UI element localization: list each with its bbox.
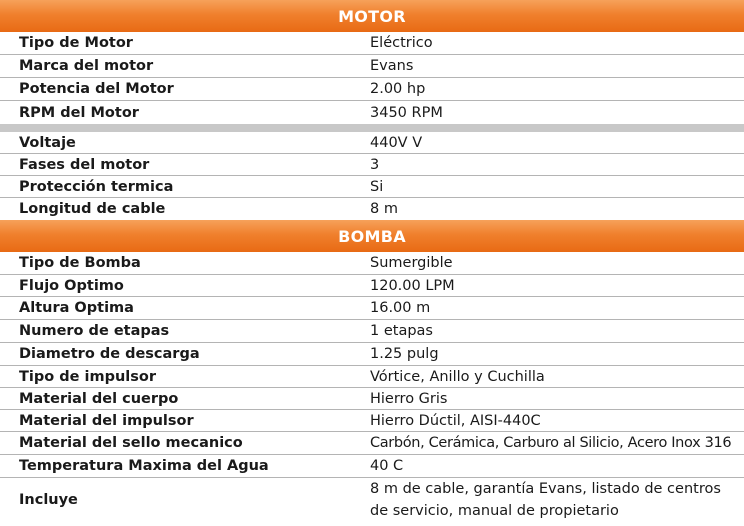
section-title: BOMBA — [338, 226, 406, 246]
spec-value: 8 m de cable, garantía Evans, listado de centros de servicio, manual de propietario — [370, 481, 721, 519]
spec-row — [0, 176, 744, 198]
spec-label: Longitud de cable — [19, 201, 166, 217]
motor-group-2 — [0, 132, 744, 220]
spec-label: Numero de etapas — [19, 323, 170, 339]
spec-label: Material del cuerpo — [19, 390, 179, 407]
spec-label: Protección termica — [19, 178, 174, 195]
section-header-motor — [0, 0, 744, 32]
spec-value: Si — [370, 178, 384, 195]
spec-row — [0, 78, 744, 101]
spec-row — [0, 432, 744, 455]
spec-row — [0, 455, 744, 478]
spec-row — [0, 198, 744, 220]
spec-label: Voltaje — [19, 134, 76, 151]
spec-value: 3450 RPM — [370, 104, 443, 121]
spec-value: 2.00 hp — [370, 81, 426, 97]
spec-value: 440V V — [370, 134, 423, 151]
spec-row — [0, 252, 744, 275]
spec-row — [0, 388, 744, 410]
spec-row — [0, 275, 744, 297]
motor-group-1 — [0, 32, 744, 124]
spec-label: Material del sello mecanico — [19, 435, 243, 451]
spec-value: 3 — [370, 156, 380, 173]
spec-label: Fases del motor — [19, 156, 150, 173]
spec-label: Potencia del Motor — [19, 81, 174, 97]
spec-value: 1.25 pulg — [370, 346, 439, 362]
spec-row — [0, 101, 744, 124]
spec-row — [0, 154, 744, 176]
spec-label: Diametro de descarga — [19, 346, 200, 362]
spec-label: Tipo de Bomba — [19, 255, 141, 271]
spec-row — [0, 55, 744, 78]
spec-value: 40 C — [370, 458, 404, 474]
spec-label: Tipo de Motor — [19, 35, 133, 51]
spec-label: Incluye — [19, 492, 78, 508]
spec-value: 120.00 LPM — [370, 277, 455, 294]
group-separator — [0, 124, 744, 132]
spec-row — [0, 132, 744, 154]
spec-value: Eléctrico — [370, 35, 433, 51]
spec-value: Carbón, Cerámica, Carburo al Silicio, Acero Inox 316 — [370, 435, 732, 451]
section-header-bomba — [0, 220, 744, 252]
spec-row — [0, 410, 744, 432]
spec-label: Marca del motor — [19, 58, 154, 74]
spec-label: Altura Optima — [19, 300, 134, 316]
spec-label: Tipo de impulsor — [19, 368, 157, 385]
spec-value: Hierro Gris — [370, 390, 448, 407]
spec-value: Evans — [370, 58, 414, 74]
spec-row — [0, 366, 744, 388]
bomba-group — [0, 252, 744, 522]
spec-row — [0, 320, 744, 343]
spec-row — [0, 32, 744, 55]
spec-value: Sumergible — [370, 255, 453, 271]
spec-value: 1 etapas — [370, 323, 433, 339]
spec-value: 16.00 m — [370, 300, 431, 316]
spec-row — [0, 478, 744, 522]
spec-row — [0, 297, 744, 320]
spec-label: Flujo Optimo — [19, 277, 124, 294]
spec-row — [0, 343, 744, 366]
spec-label: Temperatura Maxima del Agua — [19, 458, 269, 474]
section-title: MOTOR — [338, 6, 406, 26]
spec-value: Vórtice, Anillo y Cuchilla — [370, 368, 545, 385]
spec-value: Hierro Dúctil, AISI-440C — [370, 412, 541, 429]
spec-label: Material del impulsor — [19, 412, 194, 429]
spec-value: 8 m — [370, 201, 398, 217]
spec-label: RPM del Motor — [19, 104, 139, 121]
